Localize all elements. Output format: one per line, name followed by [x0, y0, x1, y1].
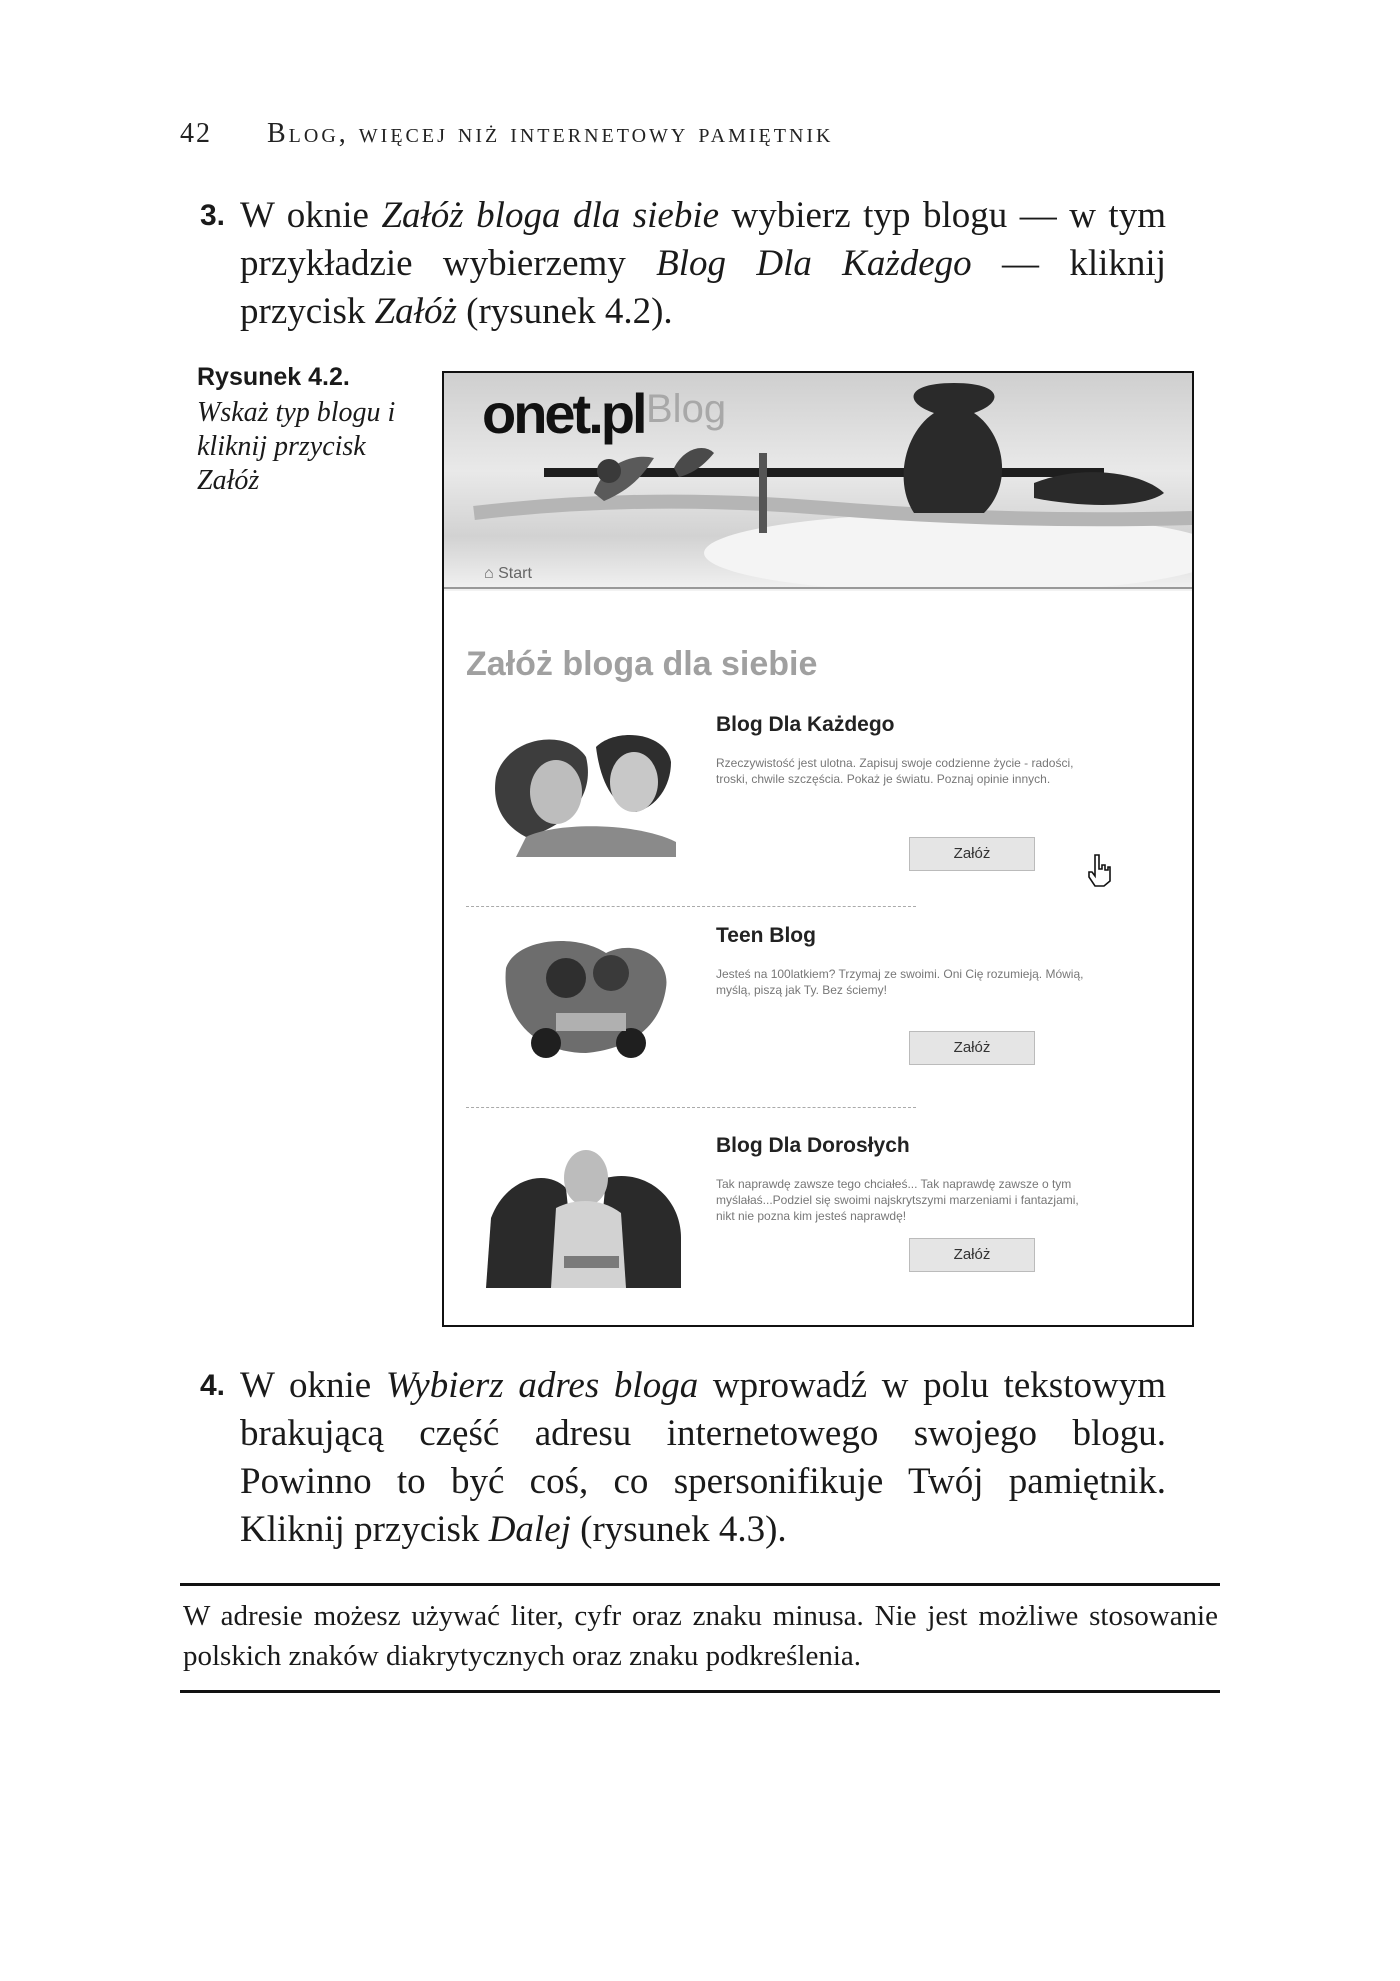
note-bottom-rule	[180, 1690, 1220, 1693]
running-head	[180, 118, 834, 150]
create-blog-button[interactable]: Załóż	[909, 837, 1035, 871]
nav-start-label: Start	[498, 565, 532, 582]
step-4-text-part: wprowadź w polu tekstowym brakującą część adresu internetowego swojego blogu. Powinno to być coś, co spersonifikuje Twój pamiętnik. Kliknij przycisk	[240, 1365, 1166, 1550]
step-4-button-name: Dalej	[488, 1509, 571, 1550]
step-3-text-part: W oknie	[240, 195, 382, 236]
onet-logo[interactable]: onet.pl	[482, 382, 645, 445]
banner-divider	[444, 587, 1192, 589]
figure-caption-label: Rysunek 4.2.	[197, 363, 350, 391]
nav-start-link[interactable]	[484, 565, 532, 583]
hand-cursor-icon	[1086, 853, 1112, 887]
blog-option-description: Rzeczywistość jest ulotna. Zapisuj swoje codzienne życie - radości, troski, chwile szczęścia. Pokaż je światu. Poznaj opinie innych.	[716, 756, 1074, 786]
blog-option-card	[466, 1128, 1166, 1327]
step-3-blog-type: Blog Dla Każdego	[656, 243, 972, 284]
screenshot-figure	[442, 371, 1194, 1327]
step-4-text	[240, 1362, 1166, 1554]
step-3-text-part: wybierz typ blogu — w tym przykładzie wybierzemy	[240, 195, 1166, 284]
figure-caption-text: Wskaż typ blogu i kliknij przycisk Załóż	[197, 397, 396, 496]
figure-caption	[197, 363, 417, 498]
page-title: Załóż bloga dla siebie	[466, 645, 818, 683]
step-3-window-name: Załóż bloga dla siebie	[381, 195, 720, 236]
step-4-number: 4.	[200, 1369, 226, 1402]
page-number: 42	[180, 118, 212, 149]
running-title: Blog, więcej niż internetowy pamiętnik	[267, 118, 834, 149]
step-3	[200, 192, 1166, 336]
note-text: W adresie możesz używać liter, cyfr oraz znaku minusa. Nie jest możliwe stosowanie polskich znaków diakrytycznych oraz znaku podkreślenia.	[183, 1600, 1218, 1672]
couple-photo	[486, 717, 686, 857]
step-4-window-name: Wybierz adres bloga	[385, 1365, 699, 1406]
home-icon: ⌂	[484, 565, 494, 582]
note-top-rule	[180, 1583, 1220, 1586]
step-4-text-part: (rysunek 4.3).	[570, 1509, 787, 1550]
create-blog-button[interactable]: Załóż	[909, 1238, 1035, 1272]
blog-option-description: Jesteś na 100latkiem? Trzymaj ze swoimi. Oni Cię rozumieją. Mówią, myślą, piszą jak Ty. Bez ściemy!	[716, 967, 1084, 997]
scooter-riders-photo	[486, 928, 686, 1068]
onet-blog-banner	[444, 373, 1192, 591]
step-3-button-name: Załóż	[374, 291, 457, 332]
blog-option-description: Tak naprawdę zawsze tego chciałeś... Tak naprawdę zawsze o tym myślałaś...Podziel się swoimi najskrytszymi marzeniami i fantazjami, nikt nie pozna kim jesteś naprawdę!	[716, 1177, 1079, 1223]
card-divider	[466, 906, 916, 907]
step-3-text	[240, 192, 1166, 336]
step-3-number: 3.	[200, 199, 226, 232]
blog-logo-suffix: Blog	[646, 387, 727, 431]
blog-option-title: Blog Dla Dorosłych	[716, 1134, 910, 1157]
woman-photo	[486, 1138, 686, 1288]
create-blog-button[interactable]: Załóż	[909, 1031, 1035, 1065]
blog-option-card	[466, 707, 1166, 907]
blog-option-card	[466, 918, 1166, 1118]
step-3-text-part: (rysunek 4.2).	[456, 291, 673, 332]
step-4	[200, 1362, 1166, 1554]
blog-option-title: Teen Blog	[716, 924, 816, 947]
blog-option-title: Blog Dla Każdego	[716, 713, 895, 736]
step-4-text-part: W oknie	[240, 1365, 386, 1406]
step-3-text-part: — kliknij przycisk	[240, 243, 1166, 332]
card-divider	[466, 1107, 916, 1108]
